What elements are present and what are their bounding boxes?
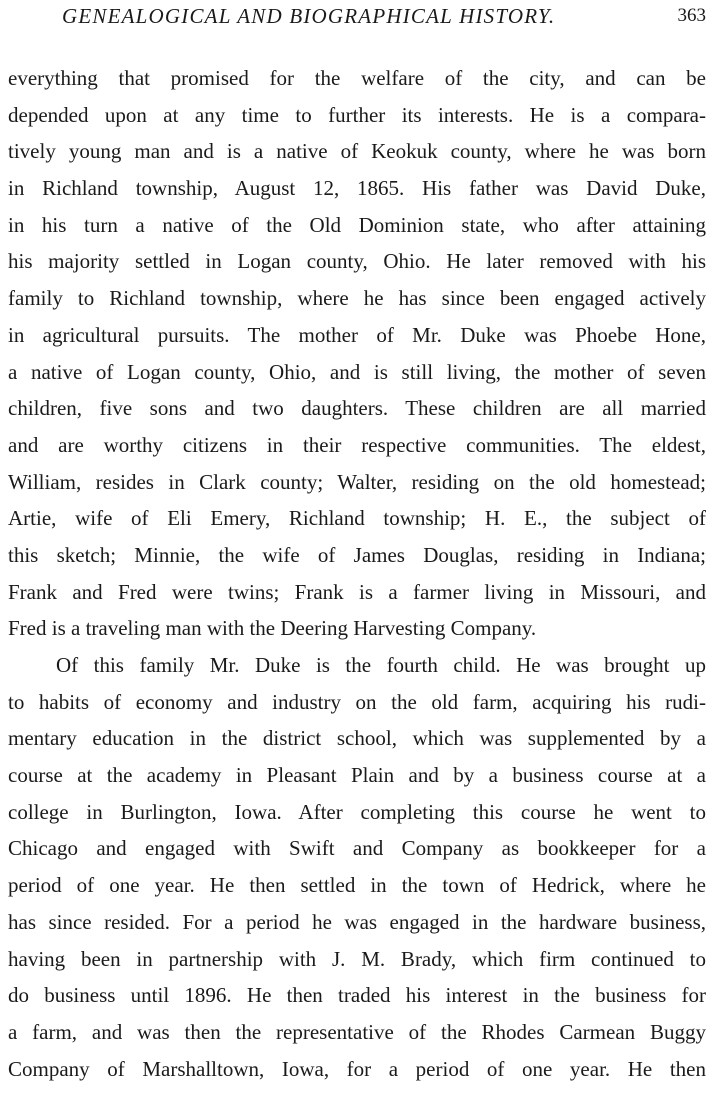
text-line: this sketch; Minnie, the wife of James Douglas, residing in Indiana; xyxy=(8,542,706,567)
text-line: in agricultural pursuits. The mother of Mr. Duke was Phoebe Hone, xyxy=(8,322,706,347)
text-line: children, five sons and two daughters. These children are all married xyxy=(8,396,706,421)
text-line: has since resided. For a period he was engaged in the hardware business, xyxy=(8,909,706,934)
text-line: Company of Marshalltown, Iowa, for a period of one year. He then xyxy=(8,1056,706,1081)
text-line: Fred is a traveling man with the Deering Harvesting Company. xyxy=(8,616,537,641)
paragraph-1 xyxy=(8,60,706,647)
text-line: his majority settled in Logan county, Ohio. He later removed with his xyxy=(8,249,706,274)
text-line: college in Burlington, Iowa. After completing this course he went to xyxy=(8,799,706,824)
text-line: mentary education in the district school, which was supplemented by a xyxy=(8,726,706,751)
text-line: to habits of economy and industry on the old farm, acquiring his rudi- xyxy=(8,689,706,714)
text-line: a native of Logan county, Ohio, and is still living, the mother of seven xyxy=(8,359,706,384)
text-line: in Richland township, August 12, 1865. His father was David Duke, xyxy=(8,176,706,201)
text-line: having been in partnership with J. M. Brady, which firm continued to xyxy=(8,946,706,971)
text-line: William, resides in Clark county; Walter, residing on the old homestead; xyxy=(8,469,706,494)
text-line: tively young man and is a native of Keokuk county, where he was born xyxy=(8,139,706,164)
text-line: and are worthy citizens in their respective communities. The eldest, xyxy=(8,432,706,457)
text-line: depended upon at any time to further its interests. He is a compara- xyxy=(8,102,706,127)
text-line: Artie, wife of Eli Emery, Richland township; H. E., the subject of xyxy=(8,506,706,531)
text-line: do business until 1896. He then traded his interest in the business for xyxy=(8,983,706,1008)
text-line: everything that promised for the welfare of the city, and can be xyxy=(8,66,706,90)
body-text xyxy=(8,60,706,1087)
text-line: course at the academy in Pleasant Plain and by a business course at a xyxy=(8,763,706,788)
paragraph-2 xyxy=(8,647,706,1087)
text-line: Of this family Mr. Duke is the fourth child. He was brought up xyxy=(56,653,706,677)
text-line: Chicago and engaged with Swift and Company as bookkeeper for a xyxy=(8,836,706,861)
running-title: GENEALOGICAL AND BIOGRAPHICAL HISTORY. xyxy=(62,4,556,28)
running-head xyxy=(0,4,716,32)
text-line: Frank and Fred were twins; Frank is a farmer living in Missouri, and xyxy=(8,579,706,604)
page-number: 363 xyxy=(677,5,706,26)
text-line: period of one year. He then settled in the town of Hedrick, where he xyxy=(8,873,706,898)
text-line: in his turn a native of the Old Dominion state, who after attaining xyxy=(8,212,706,237)
text-line: family to Richland township, where he has since been engaged actively xyxy=(8,286,706,311)
text-line: a farm, and was then the representative of the Rhodes Carmean Buggy xyxy=(8,1019,706,1044)
